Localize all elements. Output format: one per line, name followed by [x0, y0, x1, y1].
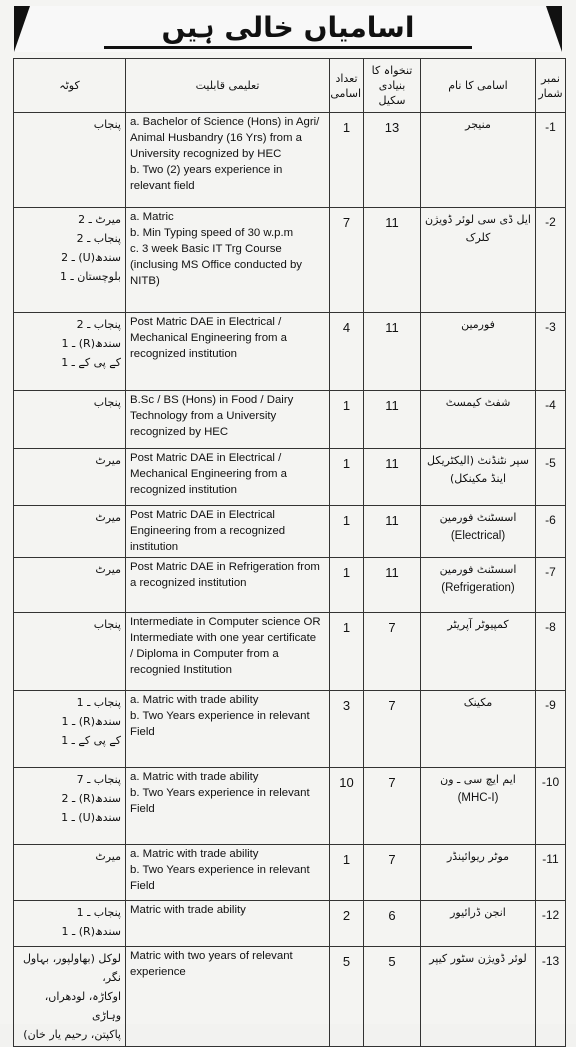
post-name-cell — [421, 449, 536, 506]
qualification-line: b. Min Typing speed of 30 w.p.m — [130, 227, 294, 239]
post-name-urdu: اسسٹنٹ فورمین — [439, 563, 517, 576]
quota-cell — [14, 449, 126, 506]
quota-line: کے پی کے ـ 1 — [61, 356, 121, 369]
quota-cell — [14, 768, 126, 845]
quota-cell — [14, 947, 126, 1047]
serial-cell: -9 — [536, 691, 566, 768]
post-name-cell — [421, 901, 536, 947]
page-title: اسامیاں خالی ہیں — [161, 11, 415, 44]
serial-cell: -4 — [536, 391, 566, 449]
num-posts-cell: 5 — [330, 947, 364, 1047]
bps-cell: 7 — [364, 613, 421, 691]
qualification-line: recognized institution — [130, 484, 238, 496]
qualification-line: relevant field — [130, 180, 195, 192]
post-name-urdu: انجن ڈرائیور — [450, 906, 506, 919]
quota-line: پنجاب — [93, 118, 121, 131]
quota-cell — [14, 845, 126, 901]
qualification-cell — [126, 901, 330, 947]
qualification-line: / Diploma in Computer from a — [130, 648, 279, 660]
table-row — [14, 208, 566, 313]
bps-cell: 5 — [364, 947, 421, 1047]
num-posts-cell: 7 — [330, 208, 364, 313]
serial-cell: -12 — [536, 901, 566, 947]
post-name-urdu: سپر نٹنڈنٹ (الیکٹریکل اینڈ مکینکل) — [427, 454, 529, 485]
quota-line: پنجاب ـ 2 — [76, 318, 121, 331]
qualification-line: Engineering from a recognized — [130, 525, 286, 537]
table-row — [14, 558, 566, 613]
table-row — [14, 313, 566, 391]
qualification-line: c. 3 week Basic IT Trg Course — [130, 243, 282, 255]
num-posts-cell: 1 — [330, 391, 364, 449]
table-row — [14, 449, 566, 506]
qualification-line: institution — [130, 541, 179, 553]
post-name-urdu: مکینک — [463, 696, 493, 709]
qualification-line: Matric with trade ability — [130, 904, 246, 916]
header-quota: کوٹہ — [14, 59, 126, 113]
num-posts-cell: 1 — [330, 506, 364, 558]
qualification-line: Post Matric DAE in Electrical / — [130, 452, 282, 464]
qualification-cell — [126, 613, 330, 691]
post-name-cell — [421, 391, 536, 449]
num-posts-cell: 1 — [330, 113, 364, 208]
post-name-english: (MHC-I) — [457, 792, 499, 804]
bps-cell: 11 — [364, 558, 421, 613]
qualification-line: NITB) — [130, 275, 160, 287]
post-name-cell — [421, 947, 536, 1047]
post-name-cell — [421, 113, 536, 208]
header-num-posts: تعداد اسامی — [330, 59, 364, 113]
quota-line: پنجاب ـ 2 — [76, 232, 121, 245]
num-posts-cell: 1 — [330, 845, 364, 901]
post-name-english: (Electrical) — [450, 530, 506, 542]
bps-cell: 11 — [364, 208, 421, 313]
quota-line: سندھ(R) ـ 1 — [61, 925, 121, 938]
num-posts-cell: 2 — [330, 901, 364, 947]
header-qualification: تعلیمی قابلیت — [126, 59, 330, 113]
quota-line: سندھ(R) ـ 2 — [61, 792, 121, 805]
qualification-cell — [126, 691, 330, 768]
quota-line: سندھ(U) ـ 2 — [61, 251, 121, 264]
quota-cell — [14, 208, 126, 313]
qualification-line: a. Matric with trade ability — [130, 771, 259, 783]
quota-line: لوکل (بھاولپور، بہاول نگر، — [22, 952, 121, 984]
quota-cell — [14, 506, 126, 558]
qualification-line: recognied Institution — [130, 664, 232, 676]
qualification-line: Intermediate in Computer science OR — [130, 616, 321, 628]
table-row — [14, 613, 566, 691]
bps-cell: 7 — [364, 768, 421, 845]
serial-cell: -7 — [536, 558, 566, 613]
post-name-cell — [421, 558, 536, 613]
qualification-line: Field — [130, 726, 155, 738]
qualification-cell — [126, 449, 330, 506]
qualification-cell — [126, 506, 330, 558]
post-name-cell — [421, 313, 536, 391]
post-name-urdu: کمپیوٹر آپریٹر — [447, 618, 509, 631]
quota-line: میرٹ ـ 2 — [78, 213, 121, 226]
quota-line: اوکاڑہ، لودھراں، وہاڑی — [44, 990, 121, 1022]
num-posts-cell: 1 — [330, 449, 364, 506]
post-name-cell — [421, 768, 536, 845]
qualification-cell — [126, 208, 330, 313]
vacancies-table — [13, 58, 566, 1047]
qualification-line: a recognized institution — [130, 577, 247, 589]
qualification-line: Field — [130, 803, 155, 815]
table-row — [14, 391, 566, 449]
serial-cell: -8 — [536, 613, 566, 691]
qualification-line: Technology from a University — [130, 410, 277, 422]
bps-cell: 13 — [364, 113, 421, 208]
header-post-name: اسامی کا نام — [421, 59, 536, 113]
serial-cell: -5 — [536, 449, 566, 506]
quota-cell — [14, 113, 126, 208]
table-row — [14, 506, 566, 558]
qualification-line: b. Two Years experience in relevant — [130, 787, 310, 799]
qualification-cell — [126, 768, 330, 845]
qualification-cell — [126, 845, 330, 901]
post-name-cell — [421, 613, 536, 691]
quota-line: سندھ(R) ـ 1 — [61, 337, 121, 350]
qualification-line: Field — [130, 880, 155, 892]
serial-cell: -2 — [536, 208, 566, 313]
header-serial: نمبر شمار — [536, 59, 566, 113]
table-row — [14, 691, 566, 768]
table-row — [14, 768, 566, 845]
quota-cell — [14, 558, 126, 613]
table-row — [14, 901, 566, 947]
num-posts-cell: 10 — [330, 768, 364, 845]
qualification-line: b. Two Years experience in relevant — [130, 710, 310, 722]
bps-cell: 7 — [364, 845, 421, 901]
serial-cell: -13 — [536, 947, 566, 1047]
post-name-urdu: شفٹ کیمسٹ — [445, 396, 511, 409]
post-name-urdu: ایم ایچ سی ـ ون — [440, 773, 516, 786]
qualification-line: Post Matric DAE in Electrical — [130, 509, 275, 521]
qualification-line: Mechanical Engineering from a — [130, 468, 288, 480]
post-name-english: (Refrigeration) — [441, 582, 515, 594]
qualification-line: Intermediate with one year certificate — [130, 632, 317, 644]
post-name-cell — [421, 506, 536, 558]
qualification-line: a. Matric with trade ability — [130, 694, 259, 706]
serial-cell: -1 — [536, 113, 566, 208]
bps-cell: 6 — [364, 901, 421, 947]
qualification-line: a. Matric with trade ability — [130, 848, 259, 860]
num-posts-cell: 1 — [330, 558, 364, 613]
qualification-cell — [126, 313, 330, 391]
num-posts-cell: 1 — [330, 613, 364, 691]
qualification-line: a. Bachelor of Science (Hons) in Agri/ — [130, 116, 320, 128]
serial-cell: -11 — [536, 845, 566, 901]
quota-line: میرٹ — [95, 511, 121, 524]
serial-cell: -3 — [536, 313, 566, 391]
table-row — [14, 947, 566, 1047]
table-header-row — [14, 59, 566, 113]
bps-cell: 11 — [364, 506, 421, 558]
bps-cell: 11 — [364, 391, 421, 449]
qualification-line: b. Two Years experience in relevant — [130, 864, 310, 876]
quota-line: کے پی کے ـ 1 — [61, 734, 121, 747]
quota-line: میرٹ — [95, 454, 121, 467]
table-row — [14, 845, 566, 901]
qualification-line: a. Matric — [130, 211, 174, 223]
qualification-line: Matric with two years of relevant — [130, 950, 293, 962]
quota-line: بلوچستان ـ 1 — [60, 270, 121, 283]
post-name-urdu: لوئر ڈویژن سٹور کیپر — [429, 952, 527, 965]
quota-line: پاکپتن، رحیم یار خان) — [23, 1028, 121, 1041]
qualification-cell — [126, 391, 330, 449]
title-banner — [14, 6, 562, 52]
quota-line: پنجاب ـ 7 — [76, 773, 121, 786]
qualification-line: Mechanical Engineering from a — [130, 332, 288, 344]
post-name-urdu: موٹر ریوائینڈر — [446, 850, 510, 863]
quota-cell — [14, 901, 126, 947]
quota-cell — [14, 391, 126, 449]
table-body — [14, 113, 566, 1047]
header-bps: تنخواہ کا بنیادی سکیل — [364, 59, 421, 113]
post-name-cell — [421, 691, 536, 768]
quota-line: پنجاب ـ 1 — [76, 696, 121, 709]
title-underline — [104, 46, 472, 49]
serial-cell: -6 — [536, 506, 566, 558]
post-name-urdu: ایل ڈی سی لوئر ڈویژن کلرک — [425, 213, 531, 244]
bps-cell: 11 — [364, 449, 421, 506]
quota-cell — [14, 691, 126, 768]
qualification-line: recognized by HEC — [130, 426, 229, 438]
qualification-line: experience — [130, 966, 186, 978]
bps-cell: 11 — [364, 313, 421, 391]
quota-line: سندھ(R) ـ 1 — [61, 715, 121, 728]
post-name-urdu: منیجر — [465, 118, 491, 131]
num-posts-cell: 3 — [330, 691, 364, 768]
qualification-line: b. Two (2) years experience in — [130, 164, 283, 176]
quota-line: پنجاب ـ 1 — [76, 906, 121, 919]
qualification-line: B.Sc / BS (Hons) in Food / Dairy — [130, 394, 294, 406]
quota-line: پنجاب — [93, 618, 121, 631]
quota-line: میرٹ — [95, 850, 121, 863]
qualification-cell — [126, 113, 330, 208]
post-name-urdu: اسسٹنٹ فورمین — [439, 511, 517, 524]
quota-line: سندھ(U) ـ 1 — [61, 811, 121, 824]
quota-line: پنجاب — [93, 396, 121, 409]
quota-cell — [14, 313, 126, 391]
serial-cell: -10 — [536, 768, 566, 845]
qualification-cell — [126, 947, 330, 1047]
quota-cell — [14, 613, 126, 691]
qualification-line: Post Matric DAE in Electrical / — [130, 316, 282, 328]
qualification-line: Post Matric DAE in Refrigeration from — [130, 561, 320, 573]
num-posts-cell: 4 — [330, 313, 364, 391]
qualification-line: University recognized by HEC — [130, 148, 282, 160]
qualification-cell — [126, 558, 330, 613]
qualification-line: recognized institution — [130, 348, 238, 360]
post-name-urdu: فورمین — [461, 318, 495, 331]
post-name-cell — [421, 208, 536, 313]
table-row — [14, 113, 566, 208]
post-name-cell — [421, 845, 536, 901]
bps-cell: 7 — [364, 691, 421, 768]
qualification-line: Animal Husbandry (16 Yrs) from a — [130, 132, 302, 144]
quota-line: میرٹ — [95, 563, 121, 576]
qualification-line: (inclusing MS Office conducted by — [130, 259, 302, 271]
